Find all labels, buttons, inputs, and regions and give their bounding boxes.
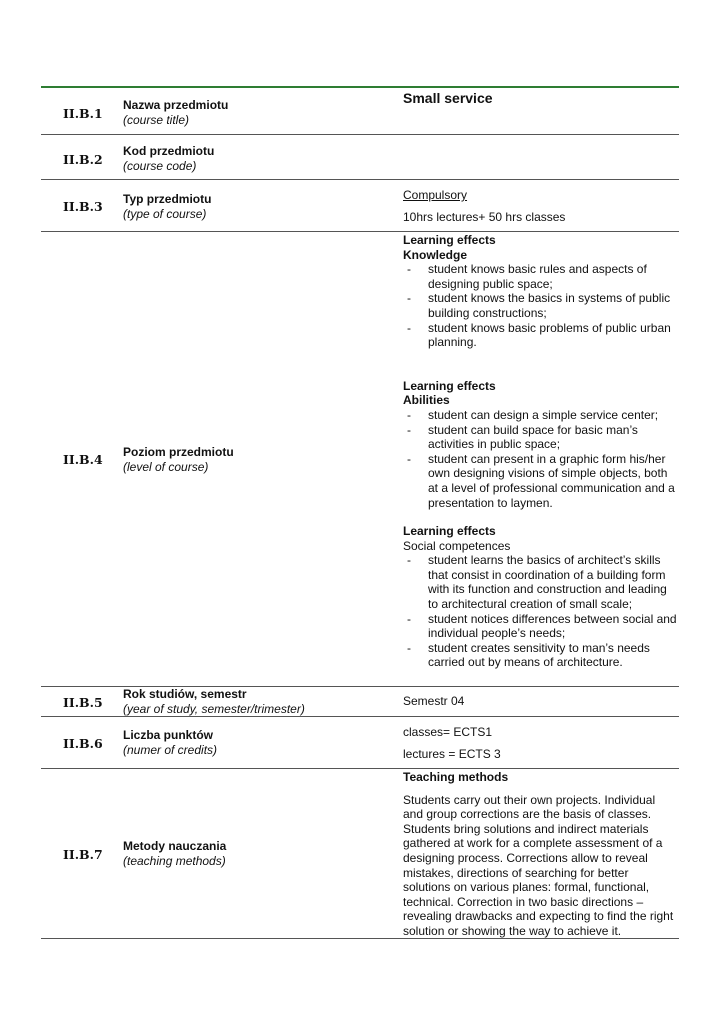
abilities-section <box>403 379 677 510</box>
label-english: (course title) <box>123 113 190 127</box>
list-item: - student can present in a graphic form his/her own designing visions of simple objects, both at a level of professional communication and a presentation to laymen. <box>403 452 677 510</box>
social-list <box>403 553 677 670</box>
label-polish: Nazwa przedmiotu <box>123 98 229 112</box>
label-polish: Liczba punktów <box>123 728 213 742</box>
label-english: (year of study, semester/trimester) <box>123 702 305 716</box>
abilities-heading: Learning effects <box>403 378 496 393</box>
course-hours: 10hrs lectures+ 50 hrs classes <box>403 209 566 224</box>
table-row-course-level <box>41 232 679 687</box>
list-item: - student can design a simple service center; <box>403 408 677 423</box>
course-type-value <box>403 188 677 224</box>
course-type: Compulsory <box>403 188 468 202</box>
list-item: - student knows basic problems of public urban planning. <box>403 321 677 350</box>
label-polish: Poziom przedmiotu <box>123 445 234 459</box>
credits-value <box>403 725 677 761</box>
row-code: II.B.1 <box>63 106 103 121</box>
row-label <box>123 728 393 758</box>
row-code: II.B.5 <box>63 695 103 710</box>
label-polish: Typ przedmiotu <box>123 192 212 206</box>
social-subheading: Social competences <box>403 538 511 553</box>
learning-effects <box>403 233 677 670</box>
table-row-course-title <box>41 88 679 135</box>
knowledge-heading: Learning effects <box>403 233 496 247</box>
teaching-methods-value <box>403 770 677 939</box>
row-code: II.B.6 <box>63 736 103 751</box>
abilities-subheading: Abilities <box>403 393 450 408</box>
table-row-credits <box>41 717 679 769</box>
knowledge-subheading: Knowledge <box>403 247 468 262</box>
label-english: (level of course) <box>123 460 209 474</box>
row-code: II.B.3 <box>63 199 103 214</box>
knowledge-list <box>403 262 677 350</box>
classes-credits: classes= ECTS1 <box>403 725 493 739</box>
row-code: II.B.4 <box>63 452 103 467</box>
label-english: (numer of credits) <box>123 743 218 757</box>
list-item: - student knows the basics in systems of public building constructions; <box>403 291 677 320</box>
table-row-course-code <box>41 135 679 180</box>
label-english: (teaching methods) <box>123 854 226 868</box>
knowledge-section <box>403 233 677 350</box>
teaching-methods-heading: Teaching methods <box>403 770 509 784</box>
abilities-list <box>403 408 677 510</box>
course-title-value: Small service <box>403 90 493 106</box>
social-section <box>403 524 677 670</box>
list-item: - student can build space for basic man’s activities in public space; <box>403 423 677 452</box>
row-label <box>123 445 393 475</box>
table-row-course-type <box>41 180 679 232</box>
row-label <box>123 144 393 174</box>
label-polish: Kod przedmiotu <box>123 144 215 158</box>
label-polish: Metody nauczania <box>123 839 227 853</box>
label-english: (course code) <box>123 159 197 173</box>
table-row-year-semester <box>41 687 679 717</box>
row-label <box>123 192 393 222</box>
list-item: - student learns the basics of architect’s skills that consist in coordination of a building form with its function and construction and leading to architectural creation of small scale; <box>403 553 677 611</box>
semester-value: Semestr 04 <box>403 694 465 708</box>
row-code: II.B.2 <box>63 152 103 167</box>
row-label <box>123 839 393 869</box>
row-label <box>123 687 393 717</box>
course-table <box>41 86 679 939</box>
list-item: - student knows basic rules and aspects of designing public space; <box>403 262 677 291</box>
social-heading: Learning effects <box>403 524 496 539</box>
table-row-teaching-methods <box>41 769 679 939</box>
label-english: (type of course) <box>123 207 207 221</box>
row-label <box>123 98 393 128</box>
teaching-methods-text: Students carry out their own projects. Individual and group corrections are the basis of classes. Students bring solutions and indirect materials gathered at work for a complete assessment of a designing process. Corrections allow to reveal mistakes, directions of searching for better solutions on various planes: formal, functional, technical. Correction in two basic directions – revealing drawbacks and expecting to find the right solution or showing the way to achieve it. <box>403 792 674 938</box>
list-item: - student notices differences between social and individual people’s needs; <box>403 612 677 641</box>
lectures-credits: lectures = ECTS 3 <box>403 746 501 761</box>
list-item: - student creates sensitivity to man’s needs carried out by means of architecture. <box>403 641 677 670</box>
label-polish: Rok studiów, semestr <box>123 687 247 701</box>
row-code: II.B.7 <box>63 847 103 862</box>
